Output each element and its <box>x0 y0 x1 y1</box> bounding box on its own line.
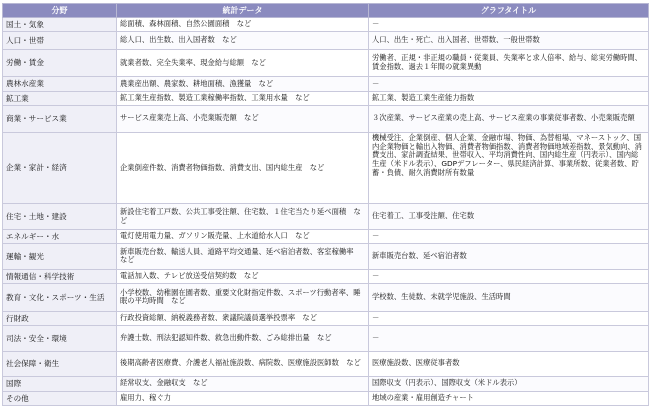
graph-cell: － <box>369 269 649 283</box>
graph-cell: 鉱工業、製造工業生産能力指数 <box>369 91 649 105</box>
table-row <box>3 32 649 49</box>
table-row <box>3 326 649 352</box>
graph-cell: 医療施設数、医療従事者数 <box>369 351 649 377</box>
category-cell: 国際 <box>3 377 117 391</box>
table-row <box>3 391 649 405</box>
statistics-table <box>2 3 649 406</box>
table-row <box>3 284 649 312</box>
category-cell: 行財政 <box>3 311 117 325</box>
category-cell: 商業・サービス業 <box>3 106 117 133</box>
table-row <box>3 91 649 105</box>
category-cell: その他 <box>3 391 117 405</box>
table-row <box>3 351 649 377</box>
category-cell: 国土・気象 <box>3 18 117 32</box>
header-graph: グラフタイトル <box>369 4 649 18</box>
table-row <box>3 132 649 204</box>
stats-cell: 農業産出額、農家数、耕地面積、漁獲量 など <box>117 77 369 91</box>
category-cell: 情報通信・科学技術 <box>3 269 117 283</box>
header-category: 分野 <box>3 4 117 18</box>
graph-cell: 住宅着工、工事受注額、住宅数 <box>369 204 649 230</box>
graph-cell: 人口、出生・死亡、出入国者、世帯数、一般世帯数 <box>369 32 649 49</box>
category-cell: 鉱工業 <box>3 91 117 105</box>
graph-cell: － <box>369 326 649 352</box>
graph-cell: 機械受注、企業倒産、個人企業、金融市場、物価、為替相場、マネーストック、国内企業物価と輸出入物価、消費者物価指数、消費者物価地域差指数、景気動向、消費支出、家計調査結果、世帯収入、平均消費性向、国内総生産（円表示）、国内総生産（米ドル表示）、GDPデフレーター、県民経済計算、事業所数、従業者数、貯蓄・負債、耐久消費財所有数量 <box>369 132 649 204</box>
stats-cell: 経常収支、金融収支 など <box>117 377 369 391</box>
category-cell: 社会保障・衛生 <box>3 351 117 377</box>
stats-cell: 総人口、出生数、出入国者数 など <box>117 32 369 49</box>
stats-cell: 就業者数、完全失業率、現金給与総額 など <box>117 49 369 77</box>
category-cell: 教育・文化・スポーツ・生活 <box>3 284 117 312</box>
stats-cell: 鉱工業生産指数、製造工業稼働率指数、工業用水量 など <box>117 91 369 105</box>
graph-cell: 労働者、正規・非正規の職員・従業員、失業率と求人倍率、給与、総実労働時間、賃金指数、過去１年間の就業異動 <box>369 49 649 77</box>
graph-cell: 国際収支（円表示）、国際収支（米ドル表示） <box>369 377 649 391</box>
graph-cell: 地域の産業・雇用創造チャート <box>369 391 649 405</box>
stats-cell: 小学校数、幼稚園在園者数、重要文化財指定件数、スポーツ行動者率、睡眠の平均時間 など <box>117 284 369 312</box>
stats-cell: 弁護士数、刑法犯認知件数、救急出動件数、ごみ総排出量 など <box>117 326 369 352</box>
table-row <box>3 18 649 32</box>
category-cell: 人口・世帯 <box>3 32 117 49</box>
graph-cell: － <box>369 18 649 32</box>
table-row <box>3 269 649 283</box>
table-row <box>3 49 649 77</box>
table-row <box>3 244 649 270</box>
table-header-row <box>3 4 649 18</box>
stats-cell: 雇用力、稼ぐ力 <box>117 391 369 405</box>
stats-cell: サービス産業売上高、小売業販売額 など <box>117 106 369 133</box>
stats-cell: 後期高齢者医療費、介護老人福祉施設数、病院数、医療施設医師数 など <box>117 351 369 377</box>
stats-cell: 行政投資総額、納税義務者数、衆議院議員選挙投票率 など <box>117 311 369 325</box>
graph-cell: － <box>369 77 649 91</box>
category-cell: エネルギー・水 <box>3 229 117 243</box>
stats-cell: 企業倒産件数、消費者物価指数、消費支出、国内総生産 など <box>117 132 369 204</box>
table-row <box>3 77 649 91</box>
stats-cell: 新車販売台数、輸送人員、道路平均交通量、延べ宿泊者数、客室稼働率 など <box>117 244 369 270</box>
graph-cell: － <box>369 311 649 325</box>
category-cell: 住宅・土地・建設 <box>3 204 117 230</box>
table-row <box>3 204 649 230</box>
stats-cell: 総面積、森林面積、自然公園面積 など <box>117 18 369 32</box>
table-row <box>3 106 649 133</box>
stats-cell: 電話加入数、テレビ放送受信契約数 など <box>117 269 369 283</box>
stats-cell: 新設住宅着工戸数、公共工事受注額、住宅数、１住宅当たり延べ面積 など <box>117 204 369 230</box>
graph-cell: ３次産業、サービス産業の売上高、サービス産業の事業従事者数、小売業販売額 <box>369 106 649 133</box>
graph-cell: － <box>369 229 649 243</box>
category-cell: 企業・家計・経済 <box>3 132 117 204</box>
category-cell: 労働・賃金 <box>3 49 117 77</box>
table-row <box>3 311 649 325</box>
header-stats: 統計データ <box>117 4 369 18</box>
table-row <box>3 377 649 391</box>
graph-cell: 学校数、生徒数、未就学児施設、生活時間 <box>369 284 649 312</box>
category-cell: 農林水産業 <box>3 77 117 91</box>
category-cell: 運輸・観光 <box>3 244 117 270</box>
table-row <box>3 229 649 243</box>
stats-cell: 電灯使用電力量、ガソリン販売量、上水道給水人口 など <box>117 229 369 243</box>
category-cell: 司法・安全・環境 <box>3 326 117 352</box>
graph-cell: 新車販売台数、延べ宿泊者数 <box>369 244 649 270</box>
